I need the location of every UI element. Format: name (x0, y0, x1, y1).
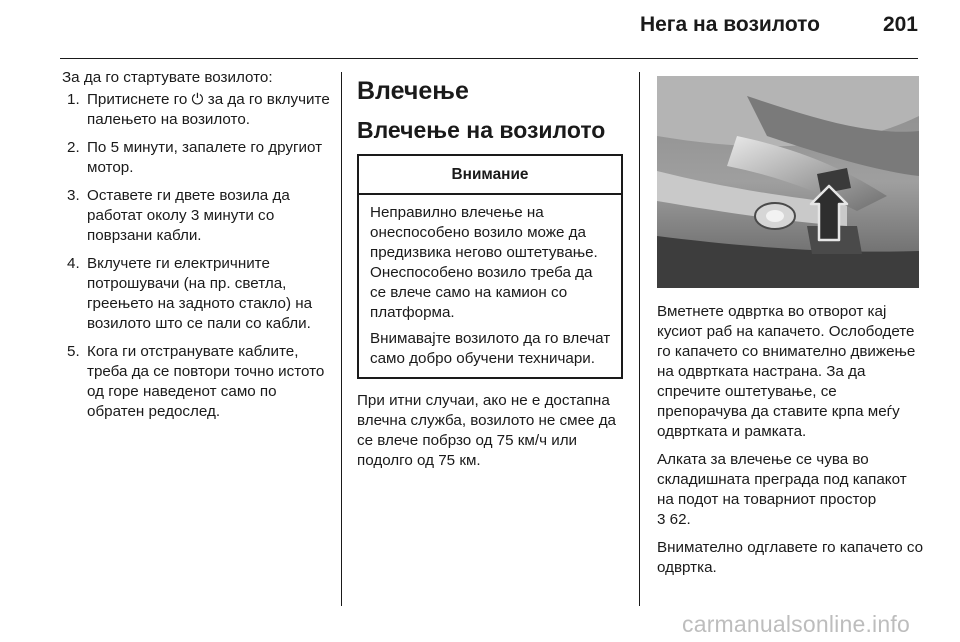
list-item (62, 186, 332, 246)
steps-list (62, 90, 332, 422)
header-rule (60, 58, 918, 59)
step-text: Оставете ги двете возила да работат околу 3 минути со поврзани кабли. (87, 187, 290, 244)
step-text: По 5 минути, запалете го другиот мотор. (87, 139, 323, 176)
list-item (62, 90, 332, 130)
step-number: 4. (67, 255, 80, 272)
step-text: Притиснете го ⏻ за да го вклучите палењето на возилото. (87, 91, 330, 128)
page-title: Нега на возилото (639, 13, 820, 36)
step-text: Вклучете ги електричните потрошувачи (на пр. светла, греењето на задното стакло) на возилото што се пали со кабли. (87, 255, 313, 332)
body-paragraph: Внимателно одглавете го капачето со одвртка. (657, 539, 924, 576)
page-reference-link[interactable]: 3 62. (657, 511, 691, 528)
warning-box (357, 154, 623, 379)
middle-column (357, 76, 624, 471)
list-item (62, 254, 332, 334)
step-number: 3. (67, 187, 80, 204)
section-heading: Влечење (357, 77, 469, 105)
list-item (62, 138, 332, 178)
body-paragraph: Вметнете одвртка во отворот кај кусиот раб на капачето. Ослободете го капачето со внимателно движење на одвртката настрана. За да спречите оштетување, се препорачува да ставите крпа меѓу одвртката и рамката. (657, 303, 916, 440)
section-subheading: Влечење на возилото (357, 117, 606, 143)
step-number: 1. (67, 91, 80, 108)
left-column (62, 68, 332, 430)
warning-body (359, 195, 621, 377)
right-column (657, 302, 927, 586)
step-number: 5. (67, 343, 80, 360)
list-item (62, 342, 332, 422)
warning-paragraph: Неправилно влечење на онеспособено возило може да предизвика негово оштетување. Онеспособено возило треба да се влече само на камион со платформа. (370, 204, 598, 321)
step-text: Кога ги отстранувате каблите, треба да се повтори точно истото од горе наведенот само по обратен редослед. (87, 343, 325, 420)
watermark: carmanualsonline.info (682, 611, 910, 637)
page-number: 201 (882, 13, 918, 36)
body-paragraph: При итни случаи, ако не е достапна влечна служба, возилото не смее да се влече побрзо од 75 км/ч или подолго од 75 км. (357, 392, 617, 469)
warning-title: Внимание (359, 156, 621, 195)
car-front-photo (657, 76, 919, 288)
column-divider-right (639, 72, 640, 606)
car-front-illustration (657, 76, 919, 288)
column-divider-left (341, 72, 342, 606)
body-paragraph: Алката за влечење се чува во складишната преграда под капакот на подот на товарниот простор 3 62. (657, 451, 907, 528)
warning-paragraph: Внимавајте возилото да го влечат само добро обучени техничари. (370, 330, 611, 367)
intro-text: За да го стартувате возилото: (62, 69, 273, 86)
step-number: 2. (67, 139, 80, 156)
